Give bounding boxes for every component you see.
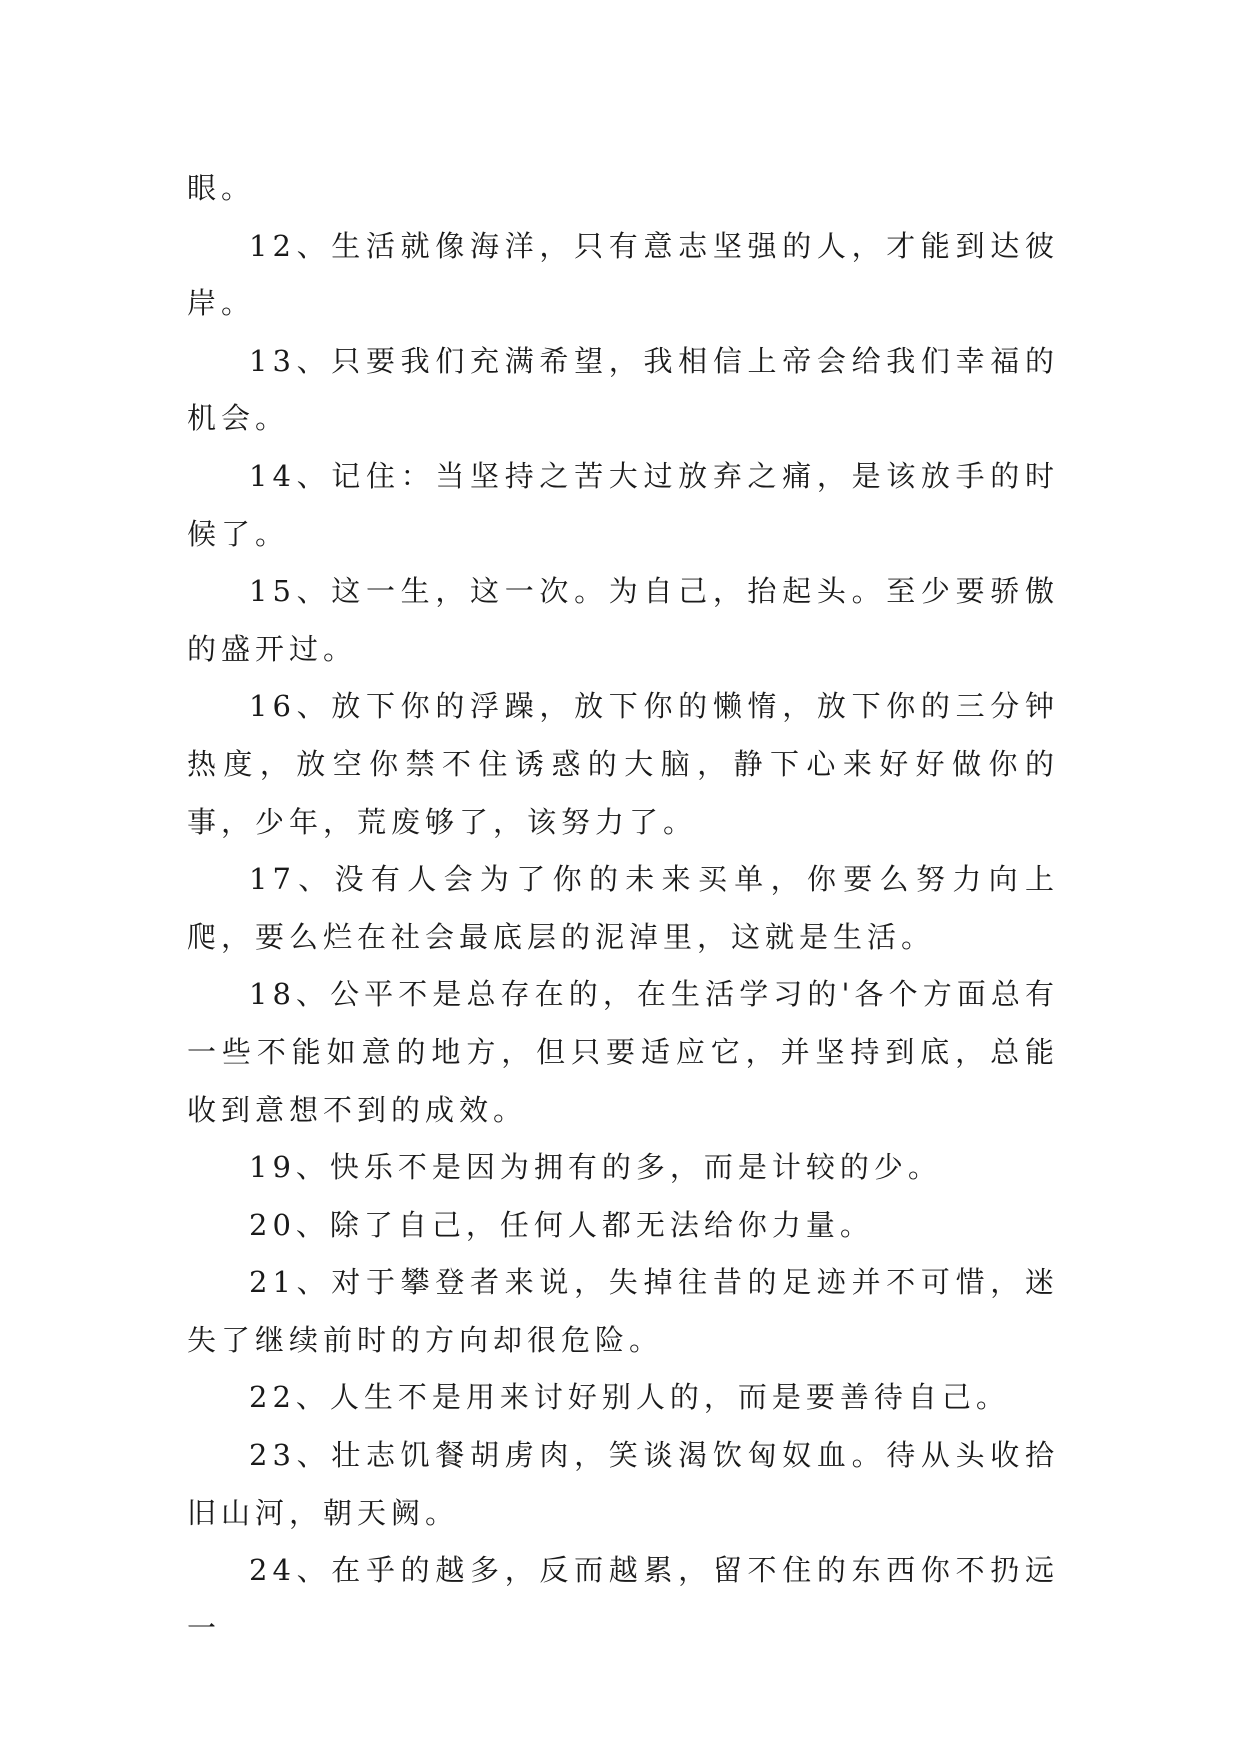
paragraph-quote-17: 17、没有人会为了你的未来买单，你要么努力向上爬，要么烂在社会最底层的泥淖里，这就是生活。 <box>187 862 1059 954</box>
paragraph-quote-23: 23、壮志饥餐胡虏肉，笑谈渴饮匈奴血。待从头收拾旧山河，朝天阙。 <box>187 1438 1059 1530</box>
paragraph-quote-18: 18、公平不是总存在的，在生活学习的'各个方面总有一些不能如意的地方，但只要适应它，并坚持到底，总能收到意想不到的成效。 <box>187 977 1059 1127</box>
paragraph-quote-24: 24、在乎的越多，反而越累，留不住的东西你不扔远一 <box>187 1553 1059 1645</box>
paragraph-quote-15: 15、这一生，这一次。为自己，抬起头。至少要骄傲的盛开过。 <box>187 574 1059 666</box>
paragraph-quote-19: 19、快乐不是因为拥有的多，而是计较的少。 <box>249 1150 942 1185</box>
paragraph-continuation: 眼。 <box>187 171 256 205</box>
paragraph-quote-22: 22、人生不是用来讨好别人的，而是要善待自己。 <box>249 1380 1010 1415</box>
paragraph-quote-16: 16、放下你的浮躁，放下你的懒惰，放下你的三分钟热度，放空你禁不住诱惑的大脑，静下心来好好做你的事，少年，荒废够了，该努力了。 <box>187 689 1059 839</box>
paragraph-quote-13: 13、只要我们充满希望，我相信上帝会给我们幸福的机会。 <box>187 343 1059 436</box>
document-body <box>187 160 1059 1657</box>
paragraph-quote-14: 14、记住：当坚持之苦大过放弃之痛，是该放手的时候了。 <box>187 458 1059 551</box>
paragraph-quote-21: 21、对于攀登者来说，失掉往昔的足迹并不可惜，迷失了继续前时的方向却很危险。 <box>187 1265 1059 1357</box>
paragraph-quote-12: 12、生活就像海洋，只有意志坚强的人，才能到达彼岸。 <box>187 228 1059 321</box>
paragraph-quote-20: 20、除了自己，任何人都无法给你力量。 <box>249 1207 874 1242</box>
